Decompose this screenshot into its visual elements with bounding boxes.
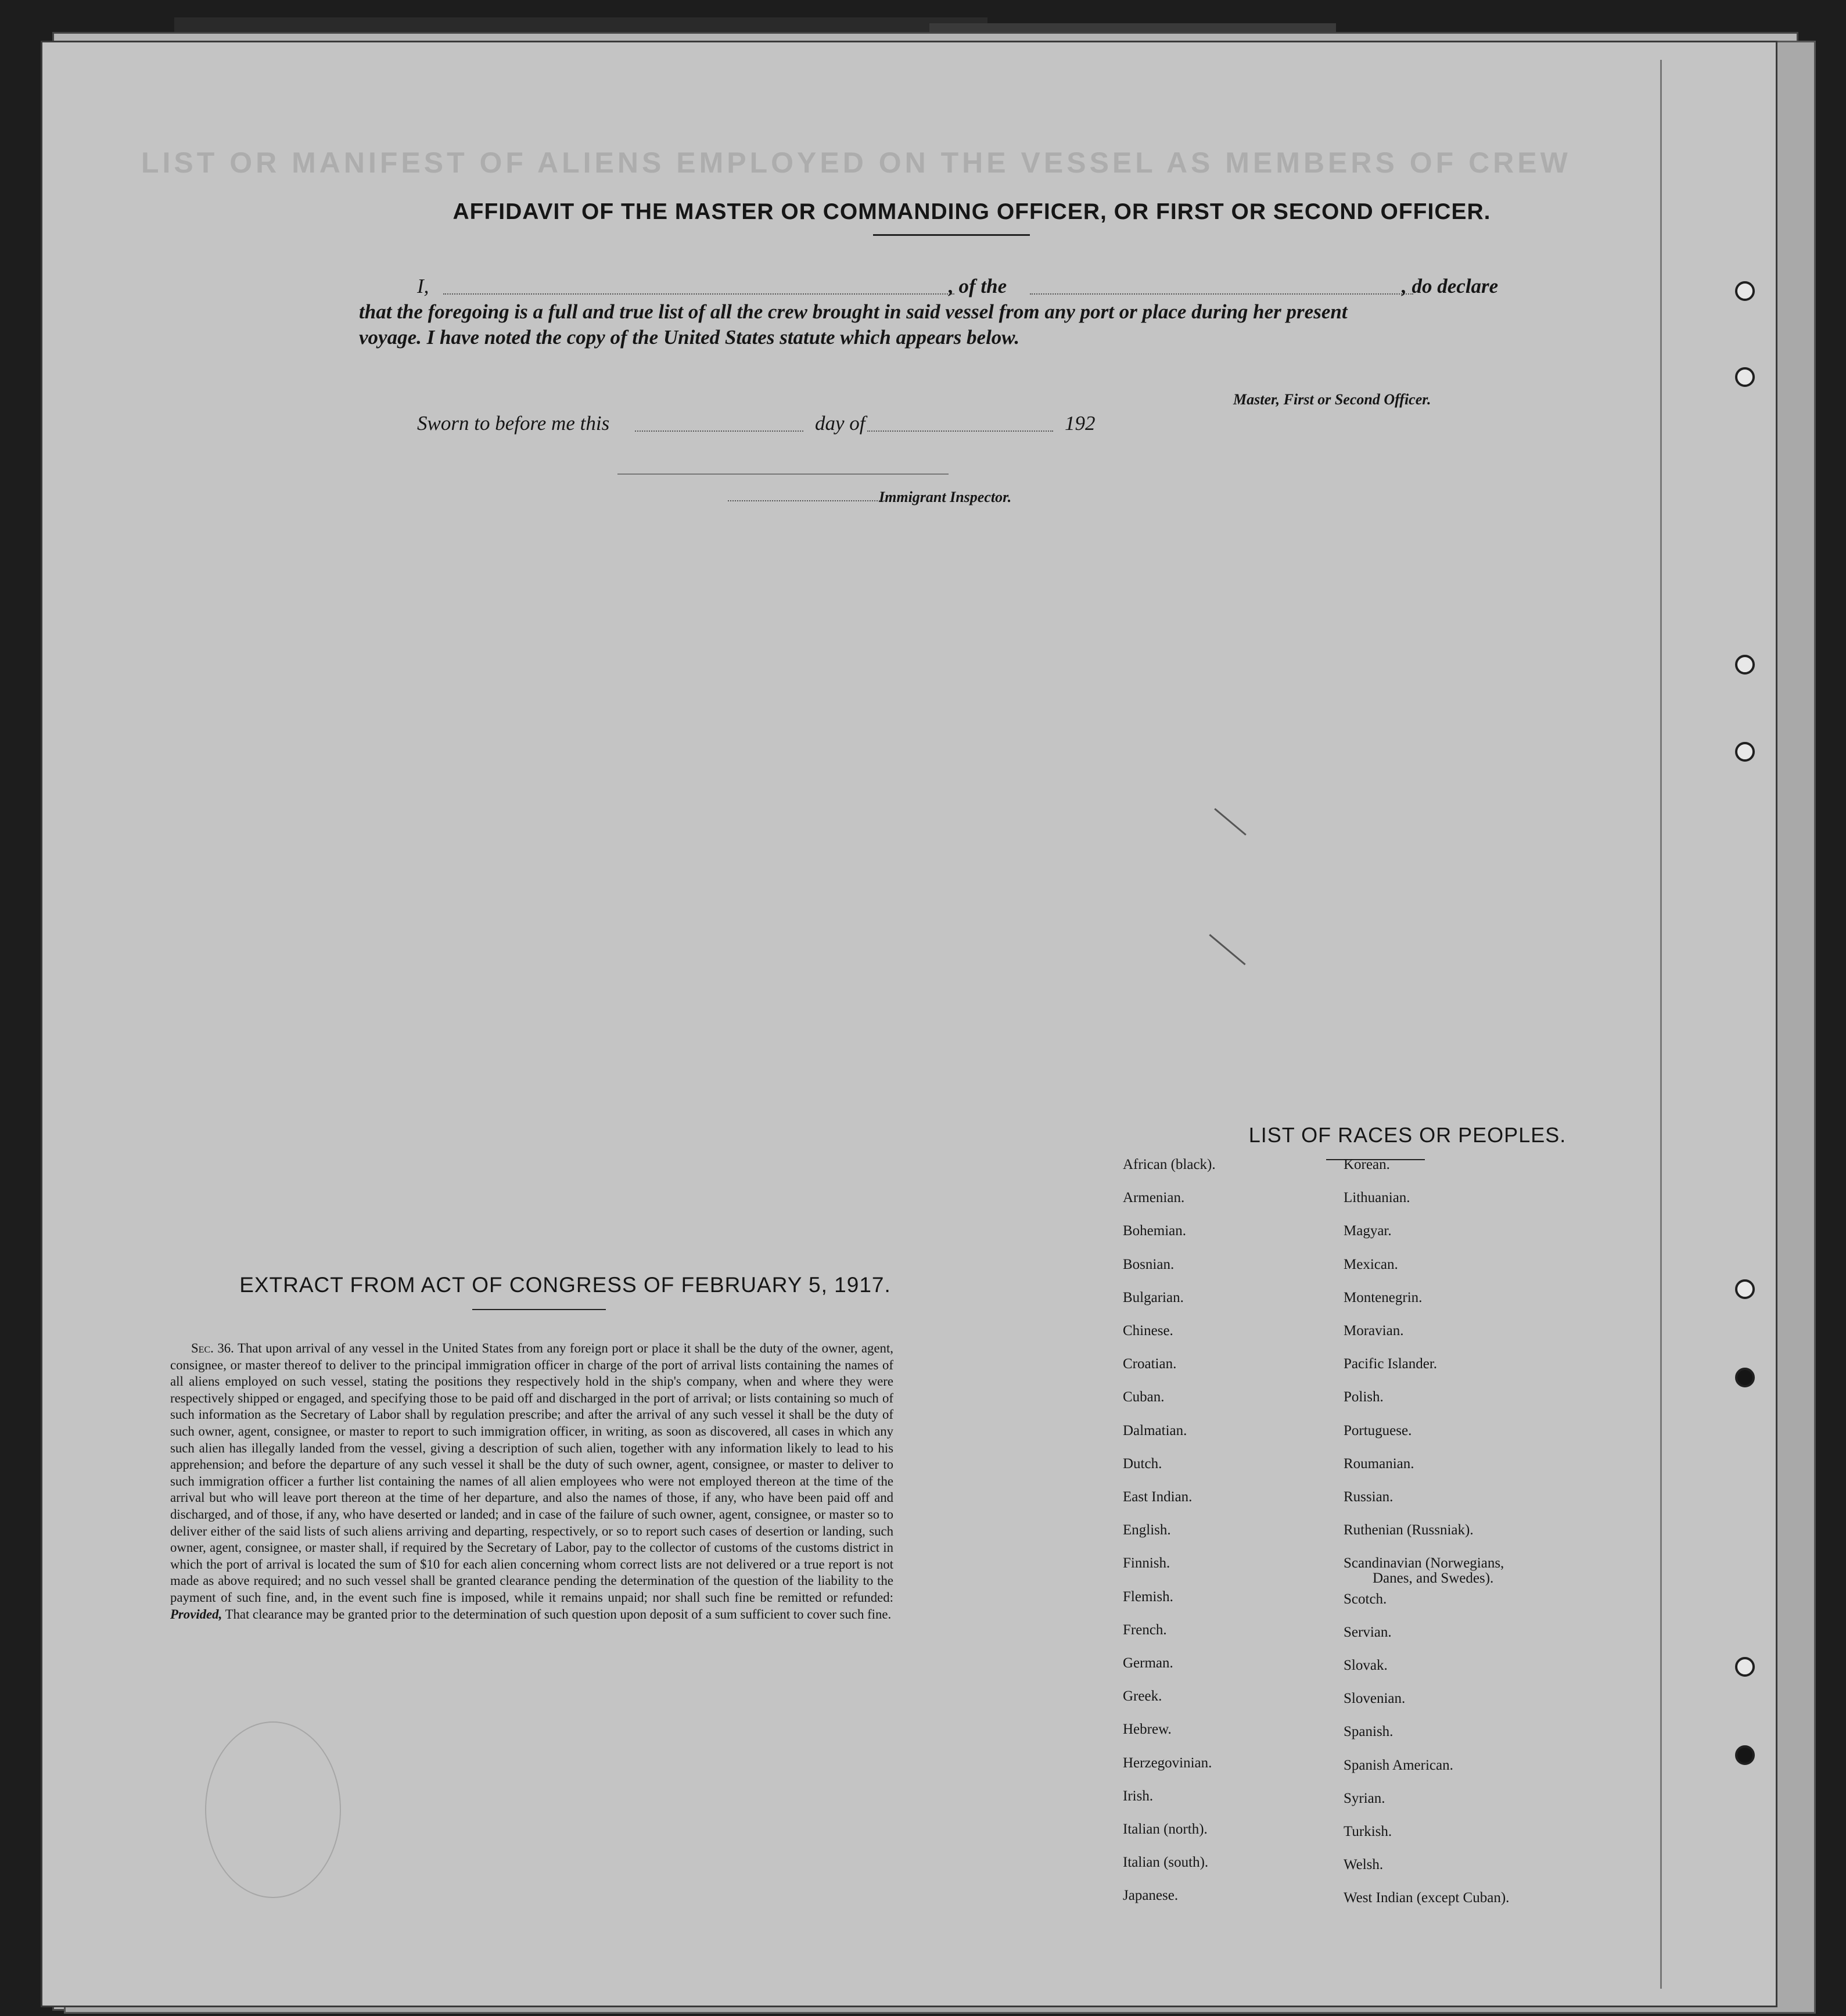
sworn-label: Sworn to before me this xyxy=(417,412,610,435)
sworn-month-blank[interactable] xyxy=(867,431,1053,432)
stray-mark xyxy=(1209,934,1245,966)
race-item: Italian (north). xyxy=(1123,1821,1208,1837)
race-item: Lithuanian. xyxy=(1344,1190,1410,1206)
race-item: Servian. xyxy=(1344,1624,1392,1640)
race-item: Slovak. xyxy=(1344,1658,1388,1673)
inspector-signature-line[interactable] xyxy=(617,473,949,475)
race-item: German. xyxy=(1123,1655,1173,1671)
race-item: Scandinavian (Norwegians, xyxy=(1344,1555,1504,1572)
race-item: Moravian. xyxy=(1344,1323,1404,1339)
binder-hole xyxy=(1735,655,1755,675)
race-item: Armenian. xyxy=(1123,1190,1185,1206)
race-item: Welsh. xyxy=(1344,1857,1384,1873)
name-blank[interactable] xyxy=(443,293,954,295)
race-item: African (black). xyxy=(1123,1157,1216,1172)
race-item: Korean. xyxy=(1344,1157,1390,1172)
immigrant-inspector-label: Immigrant Inspector. xyxy=(879,489,1012,505)
affidavit-title: AFFIDAVIT OF THE MASTER OR COMMANDING OFFICER, OR FIRST OR SECOND OFFICER. xyxy=(452,199,1491,224)
race-item: Hebrew. xyxy=(1123,1721,1172,1738)
affidavit-of-the: , of the xyxy=(949,275,1007,297)
race-item: French. xyxy=(1123,1622,1167,1638)
race-item: Syrian. xyxy=(1344,1790,1385,1806)
sworn-day-blank[interactable] xyxy=(635,431,803,432)
manifest-page xyxy=(41,41,1777,2007)
affidavit-i: I, xyxy=(417,275,429,297)
affidavit-line-2: that the foregoing is a full and true list of all the crew brought in said vessel from any port or place during her present xyxy=(359,300,1348,323)
binder-hole xyxy=(1735,367,1755,387)
race-item: Turkish. xyxy=(1344,1824,1392,1839)
race-item: Polish. xyxy=(1344,1389,1384,1405)
race-item: Pacific Islander. xyxy=(1344,1356,1438,1372)
binder-hole xyxy=(1735,1745,1755,1765)
race-item: English. xyxy=(1123,1522,1171,1538)
race-item: Japanese. xyxy=(1123,1888,1179,1904)
extract-body xyxy=(170,1340,893,1623)
stray-mark xyxy=(1214,808,1247,835)
day-of-label: day of xyxy=(815,412,865,435)
binder-hole xyxy=(1735,1368,1755,1387)
race-item: Cuban. xyxy=(1123,1389,1165,1405)
race-item: Bosnian. xyxy=(1123,1256,1175,1272)
race-item: Slovenian. xyxy=(1344,1691,1406,1707)
extract-text-part-2: That clearance may be granted prior to the determination of such question upon deposit of a sum sufficient to cover such fine. xyxy=(225,1606,892,1622)
vessel-blank[interactable] xyxy=(1030,293,1413,295)
section-label: Sec. 36. xyxy=(191,1341,234,1355)
extract-text-part-1: That upon arrival of any vessel in the United States from any foreign port or place it shall be the duty of the owner, agent, consignee, or master thereof to deliver to the principal immigration officer in charge of the port of arrival lists containing the names of all aliens employed on such vessel, stating the positions they respectively hold in the ship's company, when and where they were respectively shipped or engaged, and specifying those to be paid off and discharged in the port of arrival; or lists containing so much of such information as the Secretary of Labor shall by regulation prescribe; and after the arrival of any such vessel it shall be the duty of such owner, agent, consignee, or master to report to such immigration officer, in writing, as soon as discovered, all cases in which any such alien has illegally landed from the vessel, giving a description of such alien, together with any information likely to lead to his apprehension; and before the departure of any such vessel it shall be the duty of such owner, agent, consignee, or master to deliver to such immigration officer a further list containing the names of all alien employees who were not employed thereon at the time of the arrival but who will leave port thereon at the time of her departure, and also the names of those, if any, who have been paid off and discharged, and of those, if any, who have deserted or landed; and in case of the failure of such owner, agent, consignee, or master so to deliver either of the said lists of such aliens arriving and departing, respectively, or so to report such cases of desertion or landing, such owner, agent, consignee, or master shall, if required by the Secretary of Labor, pay to the collector of customs of the customs district in which the port of arrival is located the sum of $10 for each alien concerning whom correct lists are not delivered or a true report is not made as above required; and no such vessel shall be granted clearance pending the determination of the question of the liability to the payment of such fine, and, in the event such fine is imposed, while it remains unpaid; nor shall such fine be remitted or refunded: xyxy=(170,1341,893,1605)
race-item: Bulgarian. xyxy=(1123,1289,1184,1305)
right-margin-line xyxy=(1660,60,1662,1989)
race-item: Russian. xyxy=(1344,1489,1394,1505)
race-item: Herzegovinian. xyxy=(1123,1755,1212,1771)
bleed-through-header: LIST OR MANIFEST OF ALIENS EMPLOYED ON THE VESSEL AS MEMBERS OF CREW xyxy=(141,146,1571,179)
year-label: 192 xyxy=(1065,412,1096,435)
binder-hole xyxy=(1735,1657,1755,1677)
race-item: Croatian. xyxy=(1123,1356,1177,1372)
race-item: Scotch. xyxy=(1344,1591,1387,1607)
race-item: Dutch. xyxy=(1123,1455,1162,1472)
race-item: Ruthenian (Russniak). xyxy=(1344,1522,1474,1538)
race-item: Bohemian. xyxy=(1123,1223,1187,1239)
extract-provided: Provided, xyxy=(170,1606,222,1622)
inspector-blank[interactable] xyxy=(728,500,885,501)
binder-hole xyxy=(1735,1279,1755,1299)
race-item: Flemish. xyxy=(1123,1588,1173,1605)
race-item: Montenegrin. xyxy=(1344,1289,1423,1305)
faint-stamp xyxy=(205,1721,341,1898)
race-item: Greek. xyxy=(1123,1688,1162,1705)
affidavit-line-3: voyage. I have noted the copy of the United States statute which appears below. xyxy=(359,326,1020,349)
master-signature-label: Master, First or Second Officer. xyxy=(1233,391,1431,408)
race-item: Spanish American. xyxy=(1344,1757,1453,1773)
binder-hole xyxy=(1735,742,1755,762)
extract-title-rule xyxy=(472,1309,606,1310)
race-item: Spanish. xyxy=(1344,1724,1394,1740)
race-item: Finnish. xyxy=(1123,1555,1170,1572)
race-item: Magyar. xyxy=(1344,1223,1392,1239)
race-item: Portuguese. xyxy=(1344,1422,1412,1439)
extract-title: EXTRACT FROM ACT OF CONGRESS OF FEBRUARY 5, 1917. xyxy=(239,1273,891,1297)
affidavit-declare: , do declare xyxy=(1402,275,1499,297)
race-item: Irish. xyxy=(1123,1788,1154,1804)
race-item: Roumanian. xyxy=(1344,1455,1414,1472)
race-item: Mexican. xyxy=(1344,1256,1398,1272)
affidavit-title-rule xyxy=(873,234,1030,236)
race-item: West Indian (except Cuban). xyxy=(1344,1890,1510,1906)
race-item: Dalmatian. xyxy=(1123,1422,1187,1439)
race-item: East Indian. xyxy=(1123,1489,1193,1505)
races-title: LIST OF RACES OR PEOPLES. xyxy=(1248,1123,1567,1147)
binder-hole xyxy=(1735,281,1755,301)
race-item: Danes, and Swedes). xyxy=(1373,1570,1494,1587)
race-item: Italian (south). xyxy=(1123,1854,1209,1871)
race-item: Chinese. xyxy=(1123,1323,1173,1339)
